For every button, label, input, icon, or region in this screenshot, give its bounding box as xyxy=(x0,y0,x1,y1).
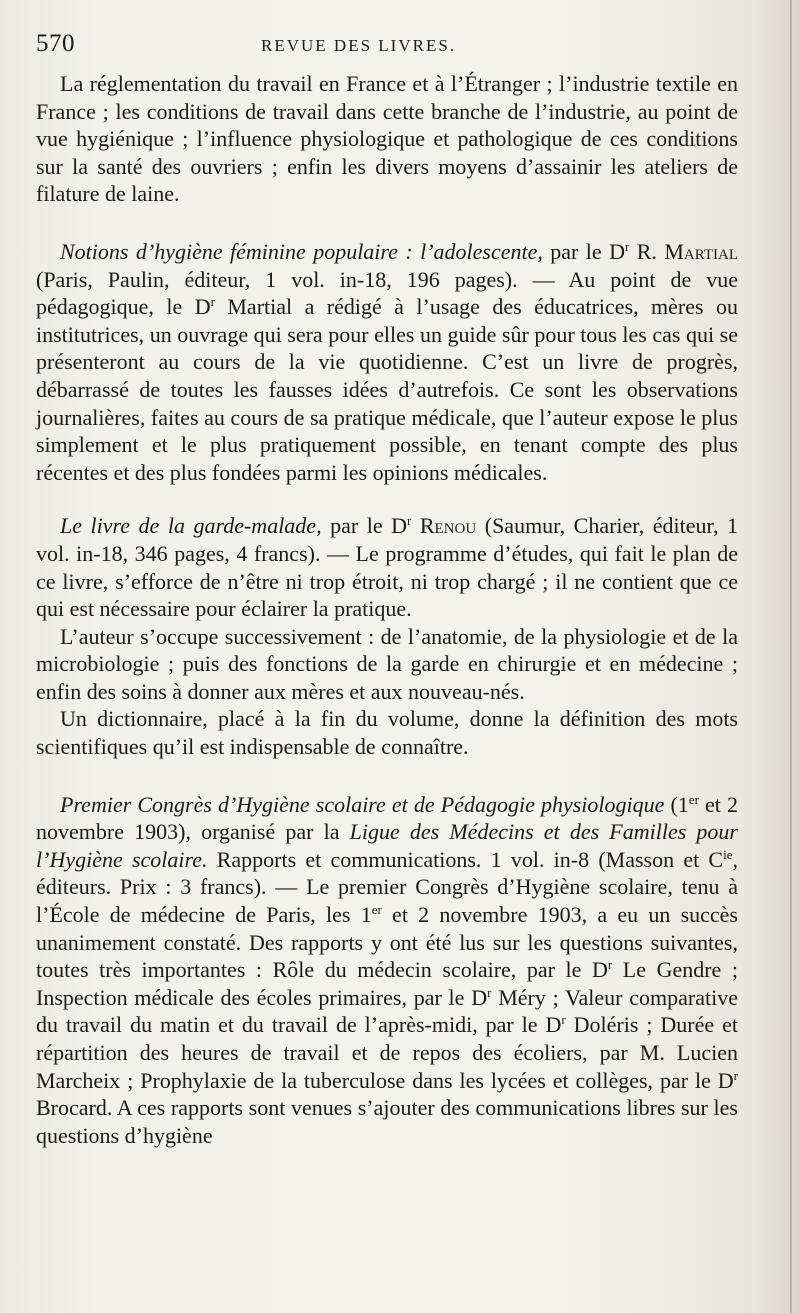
page-edge xyxy=(790,0,792,1313)
superscript: r xyxy=(561,1012,566,1028)
superscript: r xyxy=(607,957,613,973)
text-run: (Paris, Paulin, éditeur, 1 vol. in-18, 196 pages). — Au point de vue pédagogique, le xyxy=(36,266,738,320)
paragraph-intro: La réglementation du travail en France et à l’Étranger ; l’industrie textile en France ; les conditions de travail dans cette branche de l’industrie, au point de vue hygiénique ; l’influence physiologique et pathologique de ces conditions sur la santé des ouvriers ; enfin les divers moyens d’assainir les ateliers de filature de laine. xyxy=(36,71,738,207)
text-run: Brocard. A ces rapports sont venues s’ajouter des communications libres sur les questions d’hygiène xyxy=(36,1095,738,1148)
superscript: r xyxy=(210,294,215,310)
text-run: Rapports et communications. 1 vol. in-8 (Masson et C xyxy=(207,846,724,872)
organization-name: Ligue des Médecins et des Familles pour l’Hygiène scolaire. xyxy=(36,819,738,872)
book-title: Notions d’hygiène féminine populaire : l’adolescente, xyxy=(60,238,543,264)
text-run: Doléris ; Durée et répartition des heures de travail et de repos des écoliers, par M. Lucien Marcheix ; Prophylaxie de la tuberculose dans les lycées et collèges, par le xyxy=(36,1012,738,1093)
text-run: (1 xyxy=(664,791,689,817)
doctor-abbrev: D xyxy=(194,294,211,320)
text-run: Le Gendre ; Inspection médicale des écoles primaires, par le xyxy=(36,957,738,1010)
review-renou-paragraph-3: Un dictionnaire, placé à la fin du volume, donne la définition des mots scientifiques qu’il est indispensable de connaître. xyxy=(36,706,738,760)
text-run: par le xyxy=(542,238,610,264)
text-run: et 2 novembre 1903, a eu un succès unanimement constaté. Des rapports y ont été lus sur les questions suivantes, toutes très importantes : Rôle du médecin scolaire, par le xyxy=(36,902,738,983)
superscript: r xyxy=(487,984,492,1000)
doctor-abbrev: D xyxy=(471,984,488,1010)
superscript: r xyxy=(733,1067,738,1083)
superscript: ie xyxy=(723,846,733,862)
text-run: , éditeurs. Prix : 3 francs). — Le premier Congrès d’Hygiène scolaire, tenu à l’École de médecine de Paris, les 1 xyxy=(36,846,738,928)
review-congres xyxy=(36,791,738,1150)
doctor-abbrev: D xyxy=(545,1012,562,1038)
superscript: er xyxy=(688,791,699,807)
running-title: REVUE DES LIVRES. xyxy=(261,36,457,55)
author-initial: R. xyxy=(629,238,665,264)
book-title: Premier Congrès d’Hygiène scolaire et de Pédagogie physiologique xyxy=(60,791,665,817)
page-header xyxy=(36,30,738,70)
text-run: et 2 novembre 1903), organisé par la xyxy=(36,791,738,845)
review-text: Martial a rédigé à l’usage des éducatrices, mères ou institutrices, un ouvrage qui sera pour elles un guide sûr pour tous les cas qui se présenteront au cours de la vie quotidienne. C’est un livre de progrès, débarrassé de toutes les fausses idées d’autrefois. Ce sont les observations journalières, faites au cours de sa pratique médicale, que l’auteur expose le plus simplement et le plus pratiquement possible, en tenant compte des plus récentes et des plus fondées parmi les opinions médicales. xyxy=(36,294,738,485)
doctor-abbrev: D xyxy=(609,238,625,264)
book-title: Le livre de la garde-malade, xyxy=(60,513,322,539)
review-text: (Saumur, Charier, éditeur, 1 vol. in-18, 346 pages, 4 francs). — Le programme d’études, qui fait le plan de ce livre, s’efforce de n’être ni trop étroit, ni trop chargé ; il ne contient que ce qui est nécessaire pour éclairer la pratique. xyxy=(36,513,738,622)
doctor-abbrev: D xyxy=(391,513,408,539)
author-name: Renou xyxy=(411,513,477,539)
doctor-abbrev: D xyxy=(591,957,608,983)
page-number: 570 xyxy=(36,30,75,57)
text-run: par le xyxy=(321,513,392,539)
author-name: Martial xyxy=(664,238,738,264)
superscript: r xyxy=(407,513,412,529)
review-renou-paragraph-2: L’auteur s’occupe successivement : de l’anatomie, de la physiologie et de la microbiologie ; puis des fonctions de la garde en chirurgie et en médecine ; enfin des soins à donner aux mères et aux nouveau-nés. xyxy=(36,623,738,704)
page-body xyxy=(36,70,738,1149)
review-renou xyxy=(36,512,738,622)
doctor-abbrev: D xyxy=(717,1067,734,1093)
superscript: er xyxy=(371,902,382,918)
review-martial xyxy=(36,238,738,486)
superscript: r xyxy=(624,238,630,254)
text-run: Méry ; Valeur comparative du travail du matin et du travail de l’après-midi, par le xyxy=(36,984,738,1038)
